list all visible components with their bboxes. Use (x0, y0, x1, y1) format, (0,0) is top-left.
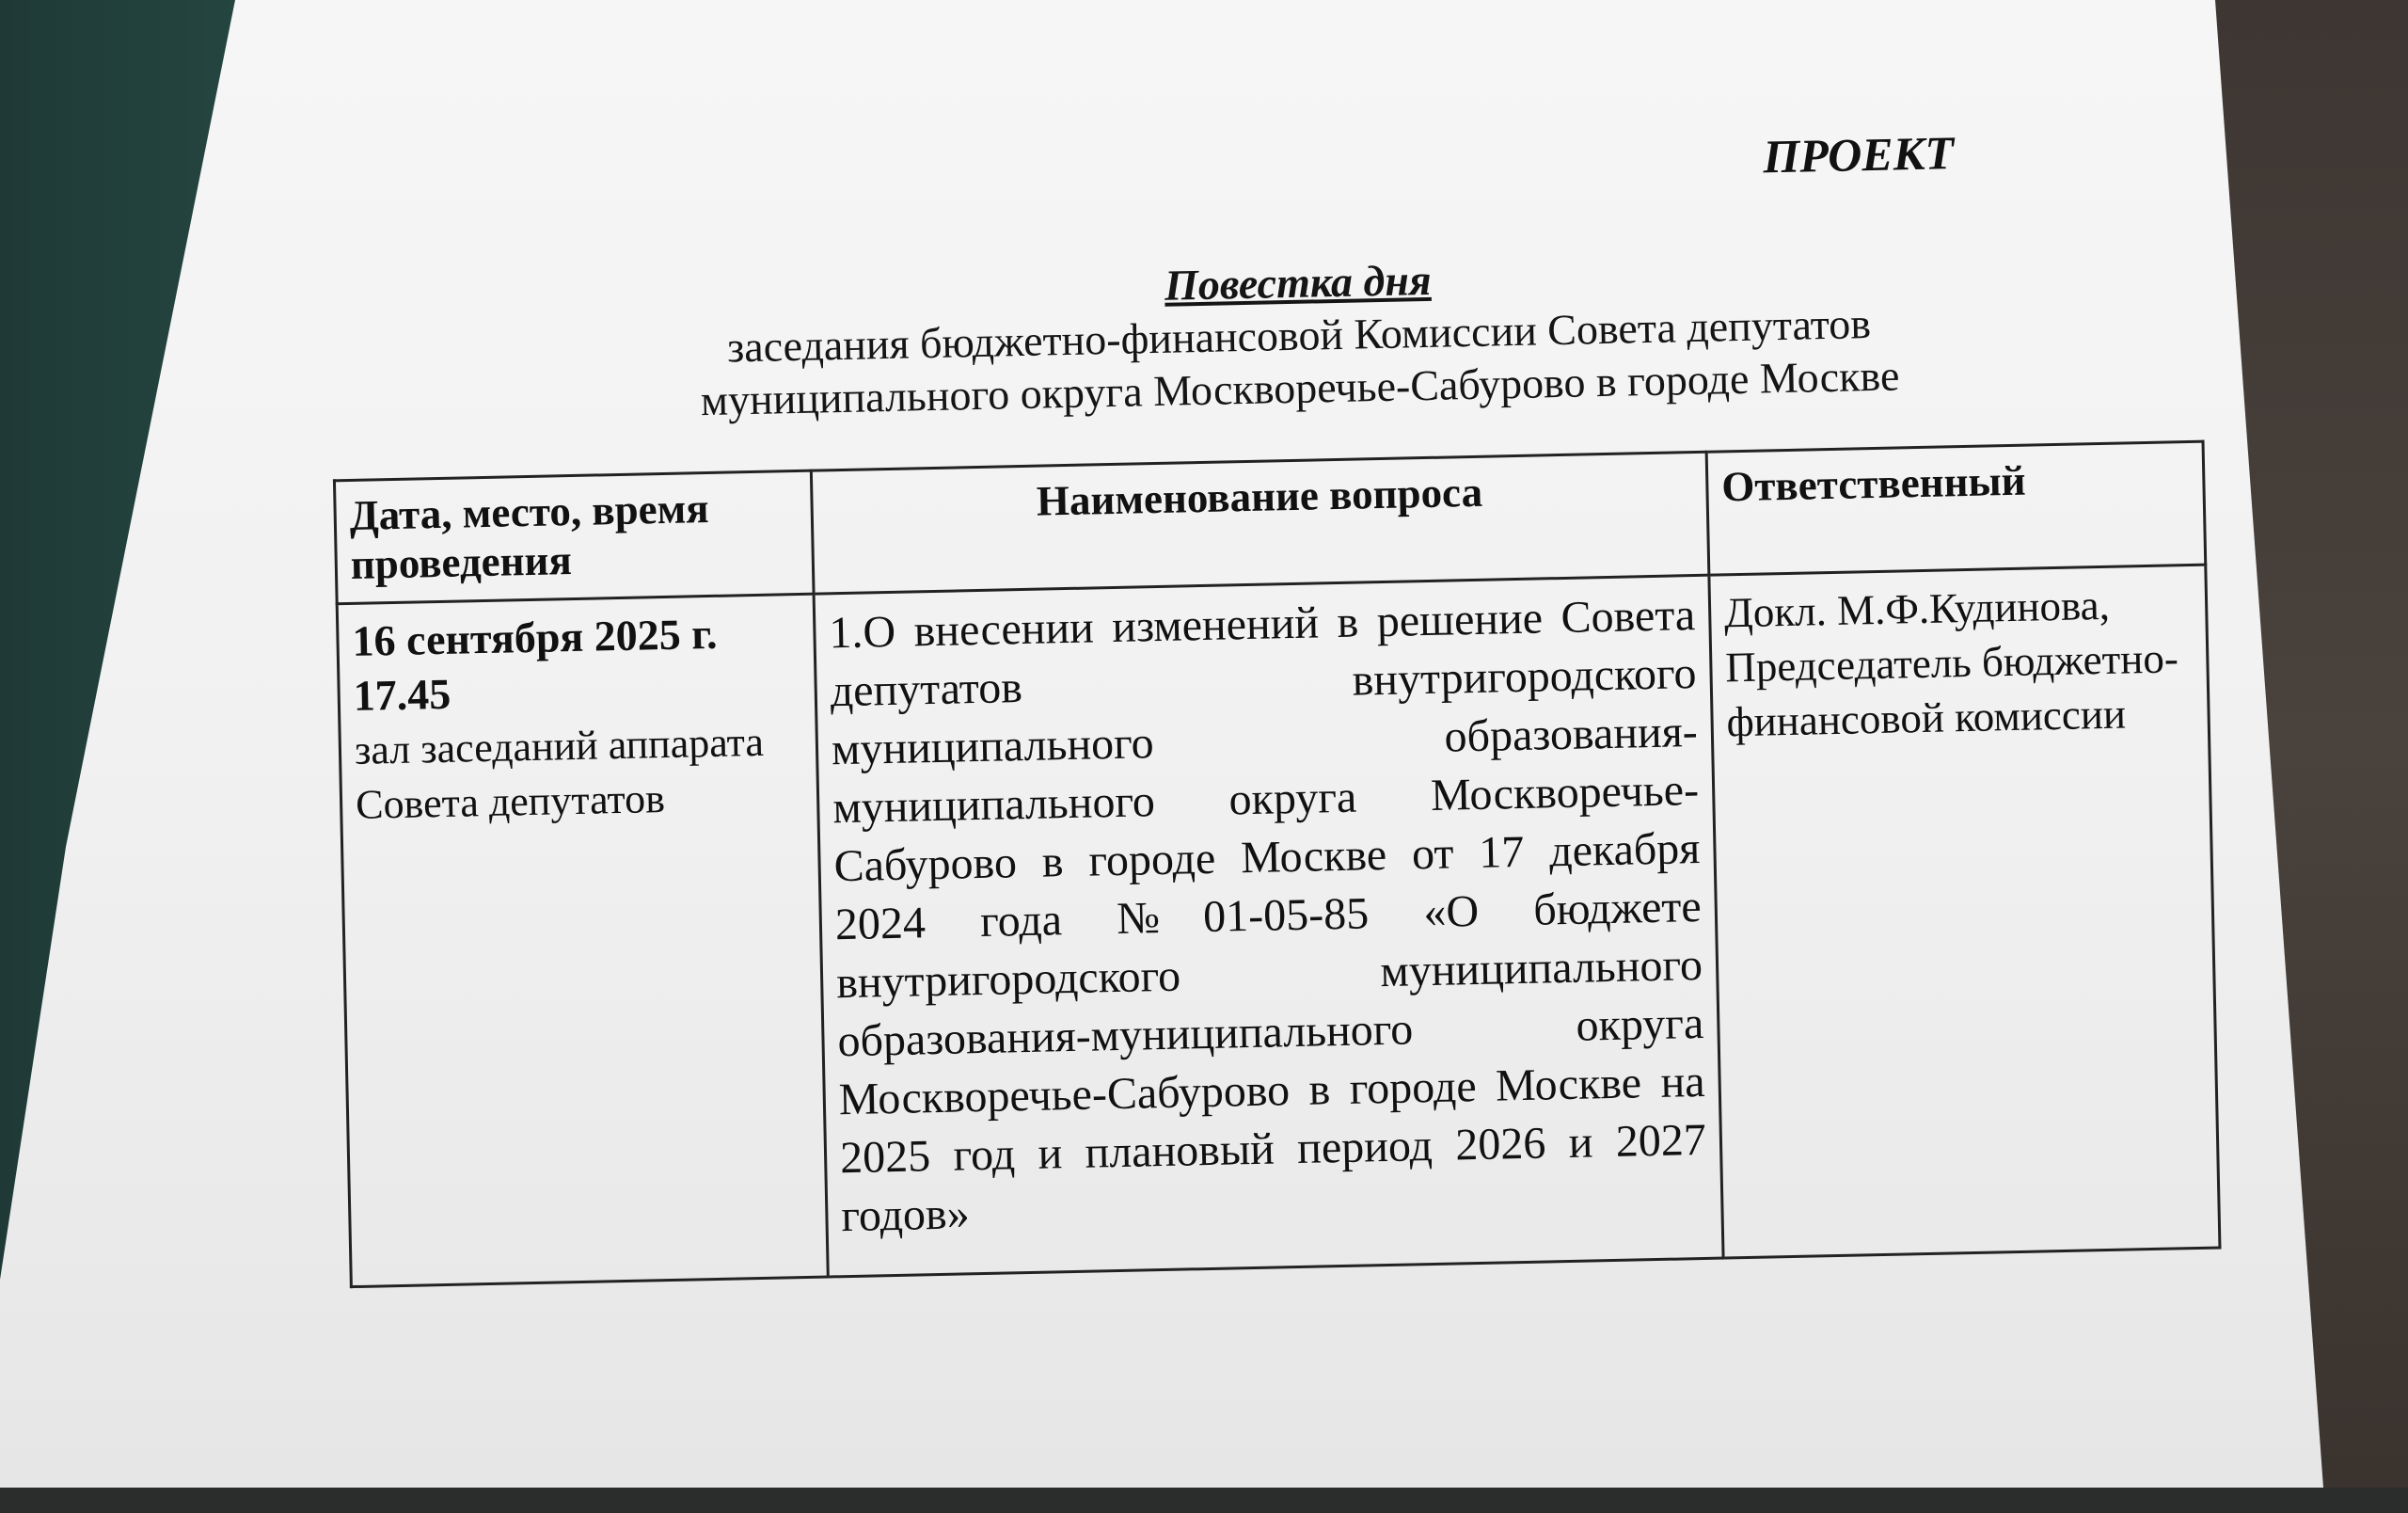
meeting-time: 17.45 (353, 669, 452, 720)
document-title: Повестка дня (1164, 255, 1433, 310)
cell-date-place (337, 594, 828, 1287)
table-row (337, 565, 2220, 1287)
document-subtitle-line-1: заседания бюджетно-финансовой Комиссии Совета депутатов (726, 299, 1872, 372)
column-header-responsible: Ответственный (1706, 441, 2206, 575)
meeting-place: зал заседаний аппарата Совета депутатов (354, 718, 765, 828)
column-header-date: Дата, место, время проведения (334, 470, 814, 603)
question-text: 1.О внесении изменений в решение Совета депутатов внутригородского муниципального образования-муниципального округа Москворечье-Сабурово в городе Москве от 17 декабря 2024 года №01-05-85 «О бюджете внутригородского муниципального образования-муниципального округа Москворечье-Сабурово в городе Москве на 2025 год и плановый период 2026 и 2027 годов» (828, 589, 1707, 1241)
document-header (516, 240, 2081, 431)
column-header-question: Наименование вопроса (811, 452, 1708, 594)
draft-stamp: ПРОЕКТ (1762, 126, 1955, 183)
cell-responsible (1709, 565, 2220, 1258)
document-subtitle-line-2: муниципального округа Москворечье-Сабурово в городе Москве (700, 351, 1900, 425)
agenda-table (333, 440, 2222, 1288)
responsible-person: Докл. М.Ф.Кудинова, Председатель бюджетно-финансовой комиссии (1723, 581, 2179, 746)
meeting-date: 16 сентября 2025 г. (351, 609, 718, 665)
cell-question (814, 575, 1723, 1277)
